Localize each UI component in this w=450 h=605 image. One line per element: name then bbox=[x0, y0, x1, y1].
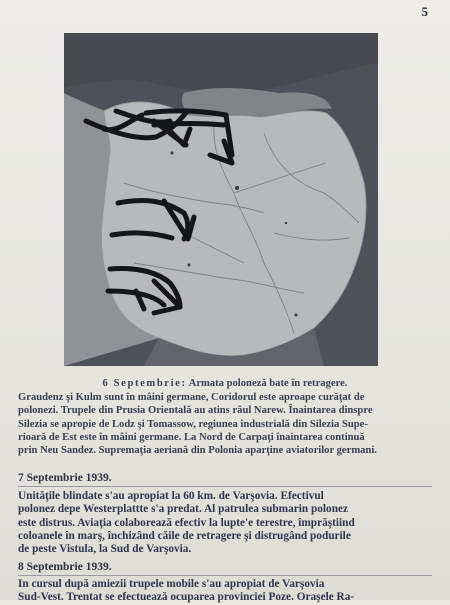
entry-line: de peste Vistula, la Sud de Varşovia. bbox=[18, 543, 192, 556]
entry-line: Unităţile blindate s'au apropiat la 60 km. de Varşovia. Efectivul bbox=[18, 490, 324, 502]
caption-date: 6 Septembrie: bbox=[102, 378, 187, 389]
entry-line: este distrus. Aviaţia colaborează efectiv la lupte'e terestre, împrăştiind bbox=[18, 516, 355, 529]
entry-date-heading: 8 Septembrie 1939. bbox=[18, 561, 112, 573]
entry-line: In cursul după amiezii trupele mobile s'au apropiat de Varşovia bbox=[18, 578, 325, 590]
page-number: 5 bbox=[421, 4, 428, 19]
entry-line: coloanele în marş, închizând căile de retragere şi distrugând podurile bbox=[18, 529, 351, 542]
caption-title bbox=[18, 377, 432, 390]
caption-line: Graudenz şi Kulm sunt în mâini germane, Coridorul este aproape curăţat de bbox=[18, 392, 365, 404]
caption-line: Silezia se apropie de Lodz şi Tomassow, regiunea industrială din Silezia Supe- bbox=[18, 418, 368, 430]
divider bbox=[18, 575, 432, 576]
divider bbox=[18, 486, 432, 487]
caption-line: polonezi. Trupele din Prusia Orientală au atins râul Narew. Înaintarea dinspre bbox=[18, 405, 373, 417]
map-caption bbox=[18, 377, 432, 457]
caption-headline: Armata poloneză bate în retragere. bbox=[188, 378, 348, 389]
entry-body bbox=[18, 490, 434, 556]
map-of-poland-icon bbox=[64, 33, 378, 366]
caption-line: prin Neu Sandez. Supremaţia aeriană din Polonia aparţine aviatorilor germani. bbox=[18, 445, 377, 457]
entry-line: polonez depe Westerplattte s'a predat. Al patrulea submarin polonez bbox=[18, 503, 349, 516]
entry-date-heading: 7 Septembrie 1939. bbox=[18, 472, 112, 484]
caption-line: rioară de Est este în mâini germane. La Nord de Carpaţi înaintarea continuă bbox=[18, 431, 365, 443]
map-photo bbox=[64, 33, 378, 366]
entry-line: Sud-Vest. Trentat se efectuează ocuparea provinciei Poze. Oraşele Ra- bbox=[18, 591, 355, 604]
entry-body bbox=[18, 578, 434, 605]
